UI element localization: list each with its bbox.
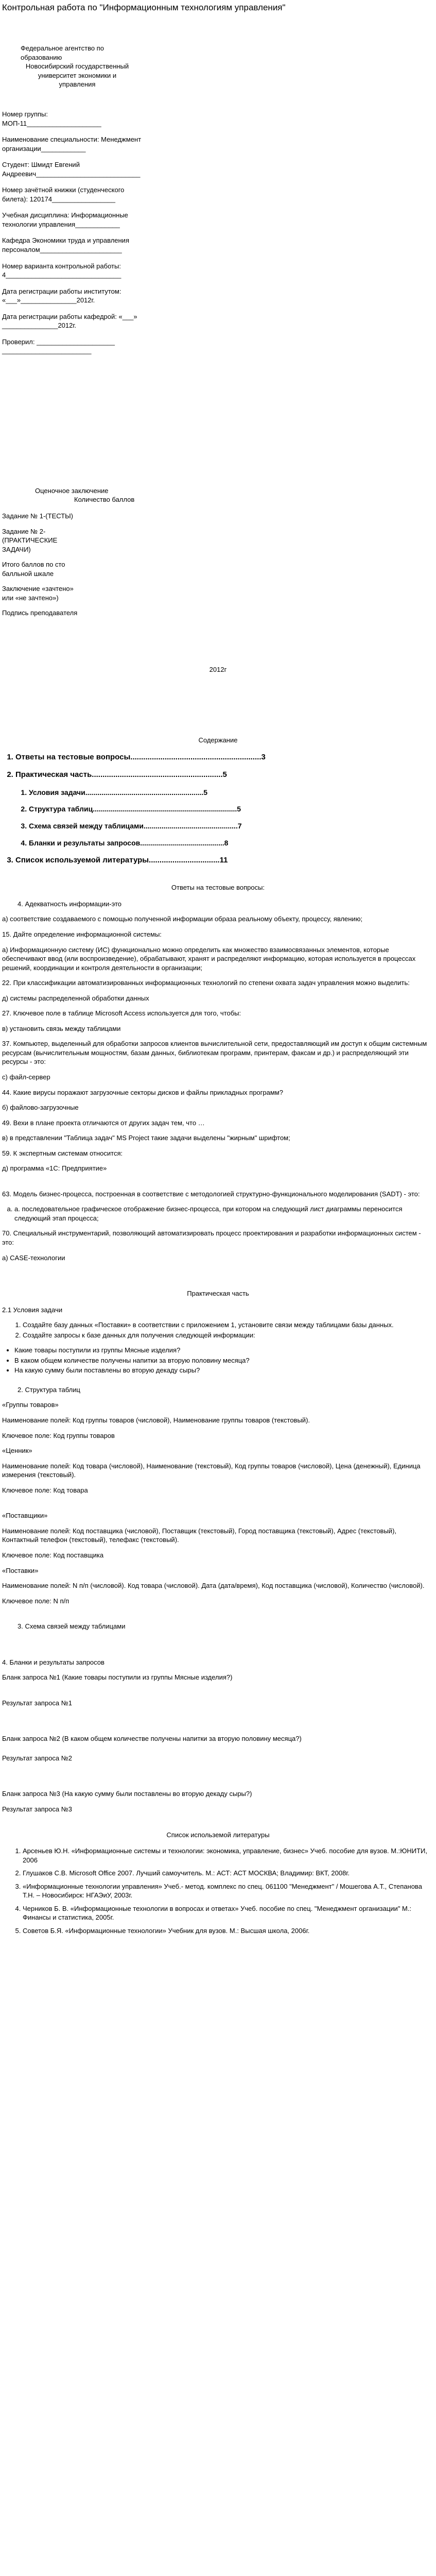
department-field: Кафедра Экономики труда и управления персоналом______________________ [2,236,129,253]
schema-title: 3. Схема связей между таблицами [18,1622,126,1631]
checked-by-field: Проверил: _____________________ ________________________ [2,337,115,355]
answers-heading: Ответы на тестовые вопросы: [171,884,265,892]
test-answers [2,883,434,1262]
question: 63. Модель бизнес-процесса, построенная в соответствие с методологией структурно-функционального моделирования (SADT) - это: [2,1190,420,1198]
toc-sublist [15,788,434,849]
question: 44. Какие вирусы поражают загрузочные секторы дисков и файлы прикладных программ? [2,1088,283,1096]
toc-item[interactable] [15,770,434,848]
table-title: «Поставщики» [2,1512,48,1520]
table-title: «Ценник» [2,1447,32,1455]
answer: a. а. последовательное графическое отображение бизнес-процесса, при котором на следующий лист диаграммы переносится следующий этап процесса; [14,1205,434,1223]
title-page [2,44,434,674]
list-item: 5. Советов Б.Я. «Информационные технологии» Учебник для вузов. М.: Высшая школа, 2006г. [23,1926,434,1936]
table-fields: Наименование полей: Код товара (числовой), Наименование (текстовый), Код группы товаров (числовой), Цена (денежный), Единица измерения (текстовый). [2,1462,421,1479]
literature-list [2,1846,434,1935]
list-item: • В каком общем количестве получены напитки за вторую половину месяца? [14,1356,434,1365]
year: 2012г [209,665,227,673]
student-field: Студент: Шмидт Евгений Андреевич____________________________ [2,161,141,178]
conditions-list [2,1320,434,1340]
toc-subitem[interactable]: 2. Структура таблиц........................................................................5 [29,804,434,814]
practical-part [2,1289,434,1814]
toc-heading: Содержание [198,736,238,744]
list-item: • Какие товары поступили из группы Мясные изделия? [14,1346,434,1355]
discipline-field: Учебная дисциплина: Информационные технологии управления____________ [2,211,128,228]
table-title: «Поставки» [2,1566,39,1574]
answer: д) программа «1С: Предприятие» [2,1164,107,1173]
university-name: Новосибирский государственный университет экономики и управления [25,62,129,89]
literature-heading: Список использемой литературы [166,1831,270,1839]
table-title: «Группы товаров» [2,1401,59,1409]
toc-subitem[interactable]: 3. Схема связей между таблицами...............................................7 [29,821,434,831]
question: 4. Адекватность информации-это [18,900,121,908]
conditions-bullets [2,1346,434,1375]
list-item: 2. Создайте запросы к базе данных для получения следующей информации: [23,1331,434,1340]
list-item: 3. «Информационные технологии управления» Учеб.- метод. комплекс по спец. 061100 "Менеджмент" / Мошегова А.Т., Степанова Т.Н. – Новосибирск: НГАЭиУ, 2003г. [23,1882,434,1900]
total-row: Итого баллов по сто балльной шкале [2,561,65,578]
date-institute-field: Дата регистрации работы институтом: «___»_______________2012г. [2,287,121,304]
query-form: Бланк запроса №2 (В каком общем количестве получены напитки за вторую половину месяца?) [2,1735,302,1743]
agency-block [21,44,134,89]
question: 22. При классификации автоматизированных информационных технологий по степени охвата задач управления можно выделить: [2,979,410,987]
answer: а) Информационную систему (ИС) функционально можно определить как множество взаимосвязанных элементов, которые обеспечивают ввод (или воспроизведение), обрабатывают, хранят и распределяют информацию, которая используется в процессах решений, координации и контроля деятельности в организации; [2,945,416,972]
toc-item[interactable]: 1. Ответы на тестовые вопросы.............................................................3 [15,752,434,762]
answer: а) CASE-технологии [2,1253,65,1262]
answer: в) установить связь между таблицами [2,1024,121,1032]
answer-list [2,1205,434,1223]
table-fields: Наименование полей: Код поставщика (числовой), Поставщик (текстовый), Город поставщика (текстовый), Адрес (текстовый), Контактный телефон (текстовый), телефакс (текстовый). [2,1527,397,1544]
table-key: Ключевое поле: Код поставщика [2,1551,104,1559]
query-result: Результат запроса №1 [2,1699,72,1707]
review-table [2,512,78,618]
record-book-field: Номер зачётной книжки (студенческого билета): 120174_________________ [2,186,125,203]
variant-field: Номер варианта контрольной работы: 4_______________________________ [2,262,121,279]
query-result: Результат запроса №3 [2,1805,72,1813]
group-field: Номер группы: МОП-11____________________ [2,110,101,127]
query-result: Результат запроса №2 [2,1754,72,1762]
toc-item[interactable]: 3. Список используемой литературы.................................11 [15,855,434,866]
table-fields: Наименование полей: N п/п (числовой). Код товара (числовой). Дата (дата/время), Код поставщика (числовой), Количество (числовой). [2,1582,425,1590]
answer: с) файл-сервер [2,1073,50,1081]
practice-heading: Практическая часть [187,1290,249,1298]
table-of-contents [2,736,434,866]
toc-item-label[interactable]: Практическая часть.............................................................5 [15,770,227,779]
task1-row: Задание № 1-(ТЕСТЫ) [2,512,73,520]
table-key: Ключевое поле: N п/п [2,1597,69,1605]
question: 49. Вехи в плане проекта отличаются от других задач тем, что … [2,1118,205,1127]
conditions-title: 2.1 Условия задачи [2,1306,63,1314]
list-item: • На какую сумму были поставлены во вторую декаду сыры? [14,1366,434,1375]
list-item: 1. Арсеньев Ю.Н. «Информационные системы и технологии: экономика, управление, бизнес» Учеб. пособие для вузов. М.:ЮНИТИ, 2006 [23,1846,434,1865]
answer: д) системы распределенной обработки данных [2,994,149,1002]
teacher-sign-row: Подпись преподавателя [2,609,78,617]
answer: б) файлово-загрузочные [2,1104,79,1112]
question: 70. Специальный инструментарий, позволяющий автоматизировать процесс проектирования и разработки информационных систем - это: [2,1229,421,1247]
structure-title: 2. Структура таблиц [18,1385,80,1394]
conclusion-row: Заключение «зачтено» или «не зачтено») [2,585,74,602]
table-key: Ключевое поле: Код группы товаров [2,1431,115,1439]
answer: а) соответствие создаваемого с помощью полученной информации образа реальному объекту, процессу, явлению; [2,915,363,923]
date-department-field: Дата регистрации работы кафедрой: «___» _______________2012г. [2,312,137,330]
answer: в) в представлении "Таблица задач" MS Project такие задачи выделены "жирным" шрифтом; [2,1134,290,1142]
toc-list [2,752,434,866]
toc-subitem[interactable]: 4. Бланки и результаты запросов..........................................8 [29,838,434,848]
question: 27. Ключевое поле в таблице Microsoft Access используется для того, чтобы: [2,1009,241,1018]
question: 37. Компьютер, выделенный для обработки запросов клиентов вычислительной сети, предоставляющий им доступ к общим системным ресурсам (вычислительным мощностям, базам данных, библиотекам программ, принтерам, факсам и др.) и распределяющий эти ресурсы - это: [2,1040,427,1066]
page-title: Контрольная работа по "Информационным технологиям управления" [2,3,286,12]
query-form: Бланк запроса №1 (Какие товары поступили из группы Мясные изделия?) [2,1673,233,1682]
points-title: Количество баллов [74,496,135,504]
agency-name: Федеральное агентство по образованию [21,44,104,61]
list-item: 1. Создайте базу данных «Поставки» в соответствии с приложением 1, установите связи между таблицами базы данных. [23,1320,434,1330]
literature [2,1831,434,1936]
task2-row: Задание № 2-(ПРАКТИЧЕСКИЕ ЗАДАЧИ) [2,527,58,553]
list-item: 2. Глушаков С.В. Microsoft Office 2007. Лучший самоучитель. М.: АСТ: АСТ МОСКВА; Владимир: ВКТ, 2008г. [23,1869,434,1878]
query-form: Бланк запроса №3 (На какую сумму были поставлены во вторую декаду сыры?) [2,1790,252,1798]
specialty-field: Наименование специальности: Менеджмент организации____________ [2,135,142,152]
forms-title: 4. Бланки и результаты запросов [2,1658,104,1666]
question: 59. К экспертным системам относится: [2,1149,123,1157]
review-title: Оценочное заключение [35,486,109,495]
table-key: Ключевое поле: Код товара [2,1486,88,1494]
toc-subitem[interactable]: 1. Условия задачи...........................................................5 [29,788,434,798]
question: 15. Дайте определение информационной системы: [2,930,162,938]
table-fields: Наименование полей: Код группы товаров (числовой), Наименование группы товаров (текстовый). [2,1416,310,1425]
list-item: 4. Черников Б. В. «Информационные технологии в вопросах и ответах» Учеб. пособие по спец. "Менеджмент организации" М.: Финансы и статистика, 2005г. [23,1904,434,1922]
